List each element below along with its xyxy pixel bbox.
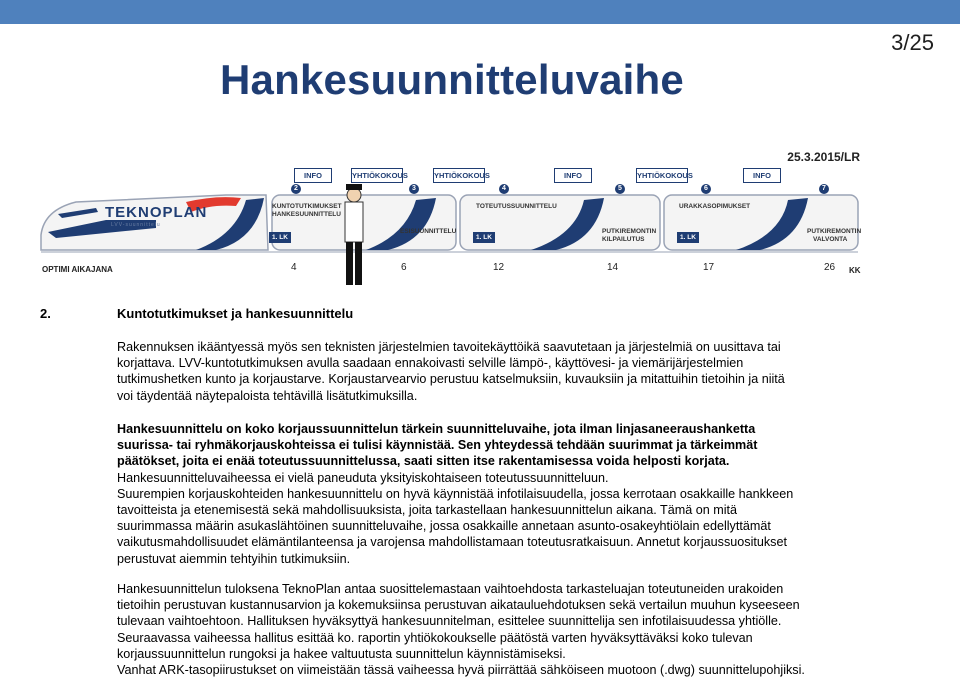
text-line: tavoitteista ja etenemisestä sekä mahdollisuuksista, joita tarkastellaan hankesuunnittelun aikana. Tämä on mitä [117,503,738,518]
lk-badge: 1. LK [269,232,291,243]
page-number: 3/25 [891,30,934,55]
step-marker: 6 [701,184,711,194]
label-urakkasopimukset: URAKKASOPIMUKSET [679,203,751,210]
text-line-bold: päätökset, joita ei enää toteutussuunnittelussa, saati sitten itse rakentamisessa voida helposti korjata. [117,454,730,469]
text-line: Hankesuunnittelun tuloksena TeknoPlan antaa suosittelemastaan vaihtoehdosta tarkasteluajan toteutuneiden urakoiden [117,582,784,596]
text-line: perustuvat aiemmin tehtyihin tutkimuksiin. [117,551,351,566]
label-hankesuunnittelu: HANKESUUNNITTELU [272,211,341,218]
step-marker: 5 [615,184,625,194]
top-accent-bar [0,0,960,24]
step-marker: 3 [409,184,419,194]
yhtiokokous-tag: YHTIÖKOKOUS [636,168,688,183]
text-line: Hankesuunnitteluvaiheessa ei vielä paneuduta yksityiskohtaiseen toteutussuunnitteluun. [117,470,609,485]
text-line: voi täydentää näytepaloista tehtävillä lisätutkimuksilla. [117,388,418,403]
text-line: Seuraavassa vaiheessa hallitus esittää ko. raportin yhtiökokoukselle päätöstä varten hyväksyttäväksi koko tulevan [117,630,753,645]
text-line: Rakennuksen ikääntyessä myös sen teknisten järjestelmien tavoitekäyttöikä saavutetaan ja järjestelmiä on uusittava tai [117,340,781,354]
paragraph-hankesuunnittelu [117,421,887,567]
label-kilpailutus: KILPAILUTUS [602,236,645,243]
label-toteutussuunnittelu: TOTEUTUSSUUNNITTELU [476,203,557,210]
label-valvonta: VALVONTA [813,236,848,243]
text-line: tutkimushetken kunto ja korjaustarve. Korjaustarvearvio perustuu katselmuksiin, kuvauksiin ja mitattuihin tietoihin ja niitä [117,372,785,387]
text-line: vaikutusmahdollisuudet elämäntilanteensa ja varojensa mahdollistamaan toteutusratkaisuun. Annetut korjaussuositukset [117,535,787,550]
timeline-tick: 4 [291,262,297,273]
teknoplan-logo-text: TEKNOPLAN [105,204,208,221]
text-line: tietoihin perustuvan kustannusarvion ja kokemuksiinsa perustuvan aikatauluehdotuksen sekä vertailun muuhun kyseeseen [117,598,800,613]
text-line: tulevaan vaihtoehtoon. Hallituksen hyväksyttyä hankesuunnitelman, esittelee suunnittelija sen infotilaisuudessa yhtiölle. [117,614,782,629]
lk-badge: 1. LK [677,232,699,243]
label-esisuunnittelu: ESISUUNNITTELU [400,228,457,235]
step-marker: 4 [499,184,509,194]
info-tag: INFO [294,168,332,183]
timeline-tick: 17 [703,262,715,273]
section-number: 2. [40,306,51,321]
yhtiokokous-tag: YHTIÖKOKOUS [351,168,403,183]
yhtiokokous-tag: YHTIÖKOKOUS [433,168,485,183]
label-putkiremontin: PUTKIREMONTIN [807,228,862,235]
text-line: suurimmassa määrin asukaslähtöinen suunnitteluvaihe, jossa osakkaille annetaan asunto-osakeyhtiölain edellyttämät [117,519,771,534]
info-tag: INFO [743,168,781,183]
label-kuntotutkimukset: KUNTOTUTKIMUKSET [272,203,342,210]
project-timeline-diagram [36,140,866,285]
lk-badge: 1. LK [473,232,495,243]
paragraph-tulokset [117,581,887,678]
page-title: Hankesuunnitteluvaihe [220,56,684,103]
step-marker: 7 [819,184,829,194]
text-line: korjaussuunnittelun rungoksi ja hakee valtuutusta suunnittelun käynnistämiseksi. [117,646,566,661]
text-line: Vanhat ARK-tasopiirustukset on viimeistään tässä vaiheessa hyvä piirrättää sähköiseen muotoon (.dwg) suunnittelupohjiksi. [117,663,805,678]
label-putkiremontin: PUTKIREMONTIN [602,228,657,235]
section-title: Kuntotutkimukset ja hankesuunnittelu [117,306,354,321]
paragraph-kuntotutkimus [117,339,887,404]
text-line: korjattava. LVV-kuntotutkimuksen avulla saadaan ennakoivasti selville lämpö-, käyttövesi- ja viemärijärjestelmien [117,356,744,371]
teknoplan-logo-subtitle: LVV-suunnittelu [111,222,161,228]
timeline-tick: 14 [607,262,619,273]
timeline-tick: 26 [824,262,836,273]
timeline-label: OPTIMI AIKAJANA [42,265,113,274]
text-line: Suurempien korjauskohteiden hankesuunnittelu on hyvä käynnistää infotilaisuudella, jossa kerrotaan osakkaille hankkeen [117,486,794,501]
info-tag: INFO [554,168,592,183]
timeline-unit: KK [849,266,861,275]
diagram-date: 25.3.2015/LR [787,150,860,164]
timeline-tick: 12 [493,262,505,273]
text-line-bold: Hankesuunnittelu on koko korjaussuunnittelun tärkein suunnitteluvaihe, jota ilman linjasaneeraushanketta [117,422,756,436]
step-marker: 2 [291,184,301,194]
timeline-tick: 6 [401,262,407,273]
text-line-bold: suurissa- tai ryhmäkorjauskohteissa ei tulisi käynnistää. Sen yhteydessä tehdään suurimmat ja tärkeimmät [117,438,758,453]
